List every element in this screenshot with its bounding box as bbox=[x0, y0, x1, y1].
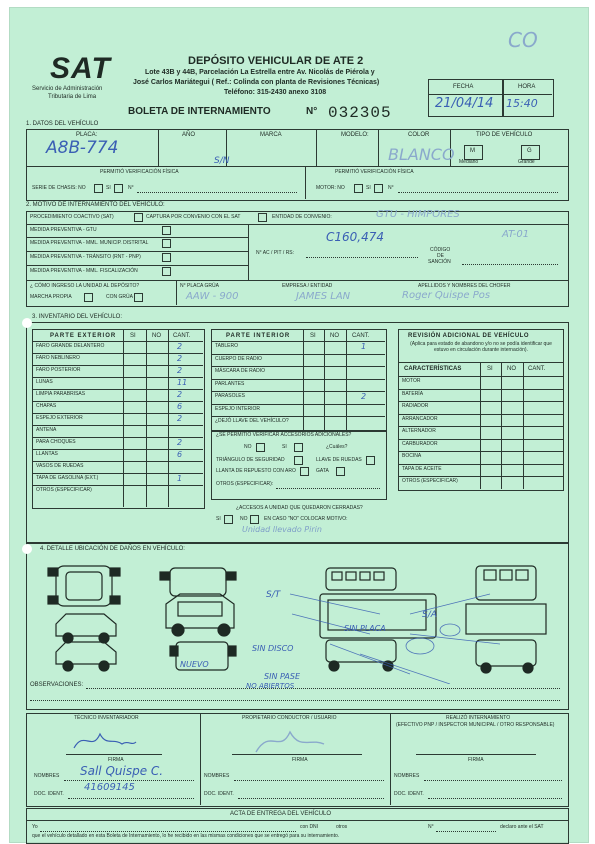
int-header: PARTE INTERIOR bbox=[226, 333, 291, 339]
inventory-item-label: ESPEJO INTERIOR bbox=[215, 405, 261, 412]
llave-ruedas-checkbox[interactable] bbox=[366, 456, 375, 465]
captura-label: CAPTURA POR CONVENIO CON EL SAT bbox=[146, 214, 241, 220]
section-title: 4. DETALLE UBICACIÓN DE DAÑOS EN VEHÍCULO: bbox=[40, 546, 185, 552]
inventory-item-label: PARLANTES bbox=[215, 380, 245, 387]
empresa-value: JAMES LAN bbox=[296, 291, 351, 302]
inventory-item-label: VASOS DE RUEDAS bbox=[36, 463, 84, 469]
ext-cant: CANT. bbox=[173, 333, 191, 339]
inventory-item-quantity: 2 bbox=[177, 354, 183, 363]
placa-grua-label: N° PLACA GRÚA bbox=[180, 283, 219, 289]
medida-checkbox[interactable] bbox=[162, 253, 171, 262]
firma-label: FIRMA bbox=[108, 757, 124, 763]
acta-dni: con DNI bbox=[300, 824, 319, 830]
observaciones-label: OBSERVACIONES: bbox=[30, 682, 84, 688]
entidad-value: GTU - HIMPORES bbox=[376, 209, 460, 220]
inventory-item-label: ANTENA bbox=[36, 427, 57, 433]
serie-label: SERIE DE CHASIS: NO bbox=[32, 185, 86, 191]
damage-note: NUEVO bbox=[180, 660, 209, 669]
inventory-item-label: MOTOR bbox=[402, 378, 421, 384]
medida-item: MEDIDA PREVENTIVA - GTU bbox=[30, 227, 97, 233]
realizo-sub: (EFECTIVO PNP / INSPECTOR MUNICIPAL / OTRO RESPONSABLE) bbox=[396, 722, 555, 728]
form-sheet bbox=[10, 8, 588, 842]
medida-item: MEDIDA PREVENTIVA - MML. FISCALIZACIÓN bbox=[30, 268, 138, 274]
inventory-item-label: LLANTAS bbox=[36, 451, 58, 457]
inventory-item-quantity: 1 bbox=[177, 474, 183, 483]
de-label: DE bbox=[437, 253, 444, 259]
tipo-m: M bbox=[470, 148, 475, 154]
logo-subtitle: Servicio de Administración bbox=[32, 86, 103, 92]
bus-diagram bbox=[320, 568, 436, 671]
inventory-item-label: PARA CHOQUES bbox=[36, 439, 76, 445]
medida-checkbox[interactable] bbox=[162, 239, 171, 248]
tipo-label: TIPO DE VEHÍCULO bbox=[476, 132, 533, 138]
inventory-item-label: OTROS (ESPECIFICAR) bbox=[402, 478, 458, 484]
medida-checkbox[interactable] bbox=[162, 267, 171, 276]
acta-n: N° bbox=[428, 824, 434, 830]
address-line: Lote 43B y 44B, Parcelación La Estrella entre Av. Nicolás de Piérola y bbox=[145, 69, 375, 76]
address-line: José Carlos Mariátegui ( Ref.: Colinda con planta de Revisiones Técnicas) bbox=[133, 79, 380, 86]
codigo-value: AT-01 bbox=[502, 229, 530, 240]
accesorios-question: ¿SE PERMITIÓ VERIFICAR ACCESORIOS ADICIONALES? bbox=[216, 432, 352, 438]
triangulo-label: TRIÁNGULO DE SEGURIDAD bbox=[216, 457, 285, 463]
caract-header: CARACTERÍSTICAS bbox=[404, 366, 462, 372]
inventory-item-label: LIMPIA PARABRISAS bbox=[36, 391, 86, 397]
binder-hole bbox=[22, 544, 32, 554]
inventory-item-quantity: 2 bbox=[177, 414, 183, 423]
ext-no: NO bbox=[152, 333, 161, 339]
acc-no: NO bbox=[244, 444, 252, 450]
ext-si: SI bbox=[130, 333, 136, 339]
rev-note: (Aplica para estado de abandono y/o no se podía identificar que estuvo en circulación durante internación). bbox=[410, 341, 552, 353]
otros-esp-label: OTROS (ESPECIFICAR): bbox=[216, 481, 274, 487]
inventory-item-quantity: 2 bbox=[177, 390, 183, 399]
doc-ident-label: DOC. IDENT. bbox=[204, 791, 234, 797]
inventory-item-quantity: 6 bbox=[177, 450, 183, 459]
acc2-si: SI bbox=[216, 516, 221, 522]
firma-label: FIRMA bbox=[468, 757, 484, 763]
damage-note: S/A bbox=[422, 610, 437, 620]
phone: Teléfono: 315-2430 anexo 3108 bbox=[224, 89, 327, 96]
inventory-item-label: TABLERO bbox=[215, 343, 238, 349]
realizo-label: REALIZÓ INTERNAMIENTO bbox=[446, 715, 511, 721]
inventory-item-label: TAPA DE GASOLINA (EXT.) bbox=[36, 475, 99, 481]
nombres-label: NOMBRES bbox=[204, 773, 230, 779]
sancion-label: SANCIÓN bbox=[428, 259, 451, 265]
color-label: COLOR bbox=[408, 132, 430, 138]
inventory-item-quantity: 1 bbox=[361, 342, 367, 351]
hora-label: HORA bbox=[518, 84, 536, 90]
inventory-item-label: CHAPAS bbox=[36, 403, 57, 409]
inventory-item-quantity: 2 bbox=[177, 342, 183, 351]
damage-note: NO ABIERTOS bbox=[246, 682, 295, 690]
con-grua-checkbox[interactable] bbox=[134, 293, 143, 302]
marcha-propia-checkbox[interactable] bbox=[84, 293, 93, 302]
acta-otros: otros bbox=[336, 824, 348, 830]
damage-marks bbox=[290, 594, 500, 684]
serie-n: N° bbox=[128, 185, 134, 191]
accesorios-box bbox=[211, 430, 387, 500]
inventory-item-label: CUERPO DE RADIO bbox=[215, 355, 262, 362]
inventory-item-quantity: 2 bbox=[177, 438, 183, 447]
motor-si: SI bbox=[366, 185, 371, 191]
anio-label: AÑO bbox=[182, 132, 196, 138]
marca-label: MARCA bbox=[260, 132, 282, 138]
acta-title: ACTA DE ENTREGA DEL VEHÍCULO bbox=[230, 811, 332, 817]
damage-note: SIN DISCO bbox=[252, 644, 294, 653]
binder-hole bbox=[22, 318, 32, 328]
inventory-item-label: TAPA DE ACEITE bbox=[402, 465, 442, 472]
hora-value: 15:40 bbox=[506, 97, 538, 110]
triangulo-checkbox[interactable] bbox=[294, 456, 303, 465]
motivo-value: Unidad llevado Pirin bbox=[242, 525, 322, 534]
chofer-value: Roger Quispe Pos bbox=[402, 290, 491, 301]
acc2-no: NO bbox=[240, 516, 248, 522]
sat-logo: SAT bbox=[50, 52, 111, 85]
placa-value: A8B-774 bbox=[46, 138, 119, 158]
boleta-number: 032305 bbox=[328, 104, 392, 122]
color-value: BLANCO bbox=[388, 145, 455, 164]
inventory-item-label: BATERÍA bbox=[402, 390, 424, 397]
section-title: 3. INVENTARIO DEL VEHÍCULO: bbox=[32, 314, 123, 320]
acta-declaro: declaro ante el SAT bbox=[500, 824, 544, 830]
inventory-item-label: RADIADOR bbox=[402, 403, 429, 409]
acc-si: SI bbox=[282, 444, 287, 450]
acc-no-checkbox[interactable] bbox=[256, 443, 265, 452]
corner-note: CO bbox=[508, 28, 538, 52]
inventory-item-label: BOCINA bbox=[402, 453, 422, 459]
inventory-item-label: ¿DEJÓ LLAVE DEL VEHÍCULO? bbox=[215, 418, 289, 424]
serie-no-checkbox[interactable] bbox=[94, 184, 103, 193]
propietario-label: PROPIETARIO CONDUCTOR / USUARIO bbox=[242, 715, 337, 721]
inventory-item-quantity: 2 bbox=[361, 392, 367, 401]
fecha-value: 21/04/14 bbox=[435, 96, 494, 111]
llanta-repuesto-checkbox[interactable] bbox=[300, 467, 309, 476]
modelo-label: MODELO: bbox=[341, 132, 369, 138]
car-top-view-1 bbox=[48, 566, 120, 671]
cuales-label: ¿Cuáles? bbox=[326, 444, 348, 450]
inventory-item-quantity: 2 bbox=[177, 366, 183, 375]
acc-si-checkbox[interactable] bbox=[294, 443, 303, 452]
inventory-item-label: OTROS (ESPECIFICAR) bbox=[36, 487, 92, 493]
inventory-item-label: CARBURADOR bbox=[402, 440, 438, 447]
medida-item: MEDIDA PREVENTIVA - MML. MUNICIP. DISTRITAL bbox=[30, 240, 149, 246]
nac-label: N° AC / PIT / RS: bbox=[256, 250, 295, 256]
motivo-label: EN CASO "NO" COLOCAR MOTIVO: bbox=[264, 516, 348, 522]
inventory-item-quantity: 11 bbox=[177, 378, 188, 387]
damage-note: SIN PLACA bbox=[344, 624, 386, 633]
acc2-no-checkbox[interactable] bbox=[250, 515, 259, 524]
rev-cant: CANT. bbox=[528, 366, 546, 372]
placa-label: PLACA: bbox=[76, 132, 98, 138]
section-title: 1. DATOS DEL VEHÍCULO bbox=[26, 121, 99, 127]
medida-item: MEDIDA PREVENTIVA - TRÁNSITO (RNT - PNP) bbox=[30, 254, 141, 260]
nombres-label: NOMBRES bbox=[34, 773, 60, 779]
tecnico-nombre: Sall Quispe C. bbox=[80, 764, 164, 778]
proc-coactivo-checkbox[interactable] bbox=[134, 213, 143, 222]
serie-si: SI bbox=[106, 185, 111, 191]
boleta-label: BOLETA DE INTERNAMIENTO bbox=[128, 106, 271, 117]
damage-note: S/T bbox=[266, 590, 281, 600]
llanta-repuesto-label: LLANTA DE REPUESTO CON ARO bbox=[216, 468, 296, 474]
section-title: 2. MOTIVO DE INTERNAMIENTO DEL VEHÍCULO: bbox=[26, 202, 165, 208]
tecnico-label: TÉCNICO INVENTARIADOR bbox=[74, 715, 139, 721]
permit-label: PERMITIÓ VERIFICACIÓN FÍSICA bbox=[100, 169, 179, 175]
empresa-label: EMPRESA / ENTIDAD bbox=[282, 283, 333, 289]
inventory-item-label: ARRANCADOR bbox=[402, 415, 438, 422]
inventory-item-label: ESPEJO EXTERIOR bbox=[36, 415, 83, 421]
acta-line2: que el vehículo detallado en esta Boleta de Internamiento, lo he recibido en las mismas condiciones que se entregó para su internamiento. bbox=[32, 833, 340, 839]
rev-no: NO bbox=[507, 366, 516, 372]
gata-label: GATA bbox=[316, 468, 329, 474]
captura-checkbox[interactable] bbox=[258, 213, 267, 222]
rev-header: REVISIÓN ADICIONAL DE VEHÍCULO bbox=[408, 333, 530, 339]
motor-no-checkbox[interactable] bbox=[354, 184, 363, 193]
medida-checkbox[interactable] bbox=[162, 226, 171, 235]
tipo-g: G bbox=[527, 148, 532, 154]
permit-label: PERMITIÓ VERIFICACIÓN FÍSICA bbox=[335, 169, 414, 175]
inventory-item-label: ALTERNADOR bbox=[402, 428, 436, 434]
inventory-item-label: FARO NEBLINERO bbox=[36, 355, 80, 361]
int-si: SI bbox=[310, 333, 316, 339]
gata-checkbox[interactable] bbox=[336, 467, 345, 476]
van-diagram bbox=[466, 566, 546, 673]
ingreso-question: ¿ CÓMO INGRESO LA UNIDAD AL DEPÓSITO? bbox=[30, 283, 140, 289]
firma-label: FIRMA bbox=[292, 757, 308, 763]
tipo-grande: Grande bbox=[518, 159, 535, 165]
tipo-mediano: Mediano bbox=[459, 159, 479, 165]
int-no: NO bbox=[330, 333, 339, 339]
inventory-item-label: PARASOLES bbox=[215, 393, 245, 399]
motor-label: MOTOR: NO bbox=[316, 185, 345, 191]
motor-si-checkbox[interactable] bbox=[374, 184, 383, 193]
inventory-item-label: FARO POSTERIOR bbox=[36, 367, 81, 373]
entidad-convenio: ENTIDAD DE CONVENIO: bbox=[272, 214, 332, 220]
marcha-propia: MARCHA PROPIA bbox=[30, 294, 72, 300]
rev-si: SI bbox=[487, 366, 493, 372]
placa-grua-value: AAW - 900 bbox=[186, 291, 239, 302]
inventory-item-label: MÁSCARA DE RADIO bbox=[215, 368, 266, 374]
pickup-diagram bbox=[160, 568, 236, 670]
inventory-item-label: LUNAS bbox=[36, 379, 53, 385]
marca-value: S/N bbox=[214, 156, 230, 166]
doc-ident-label: DOC. IDENT. bbox=[394, 791, 424, 797]
proc-coactivo: PROCEDIMIENTO COACTIVO (SAT) bbox=[30, 214, 114, 220]
codigo-label: CÓDIGO bbox=[430, 247, 451, 253]
tecnico-signature bbox=[70, 728, 140, 754]
llave-ruedas-label: LLAVE DE RUEDAS bbox=[316, 457, 362, 463]
nombres-label: NOMBRES bbox=[394, 773, 420, 779]
nac-value: C160,474 bbox=[326, 230, 385, 244]
ext-header: PARTE EXTERIOR bbox=[50, 333, 117, 339]
numero-label: N° bbox=[306, 106, 318, 117]
inventory-item-quantity: 6 bbox=[177, 402, 183, 411]
acceso-question: ¿ACCESOS A UNIDAD QUE QUEDARON CERRADAS? bbox=[236, 505, 363, 511]
page-title: DEPÓSITO VEHICULAR DE ATE 2 bbox=[188, 55, 364, 67]
acc2-si-checkbox[interactable] bbox=[224, 515, 233, 524]
damage-note: SIN PASE bbox=[264, 672, 300, 681]
int-cant: CANT. bbox=[352, 333, 370, 339]
serie-si-checkbox[interactable] bbox=[114, 184, 123, 193]
logo-subtitle: Tributaria de Lima bbox=[48, 94, 97, 100]
tecnico-doc: 41609145 bbox=[84, 782, 135, 793]
fecha-label: FECHA bbox=[453, 84, 474, 90]
inventory-item-label: FARO GRANDE DELANTERO bbox=[36, 343, 105, 349]
vehicle-diagrams bbox=[30, 554, 562, 684]
motor-n: N° bbox=[388, 185, 394, 191]
doc-ident-label: DOC. IDENT. bbox=[34, 791, 64, 797]
chofer-label: APELLIDOS Y NOMBRES DEL CHOFER bbox=[418, 283, 511, 289]
acta-yo: Yo bbox=[32, 824, 38, 830]
con-grua: CON GRÚA bbox=[106, 294, 133, 300]
